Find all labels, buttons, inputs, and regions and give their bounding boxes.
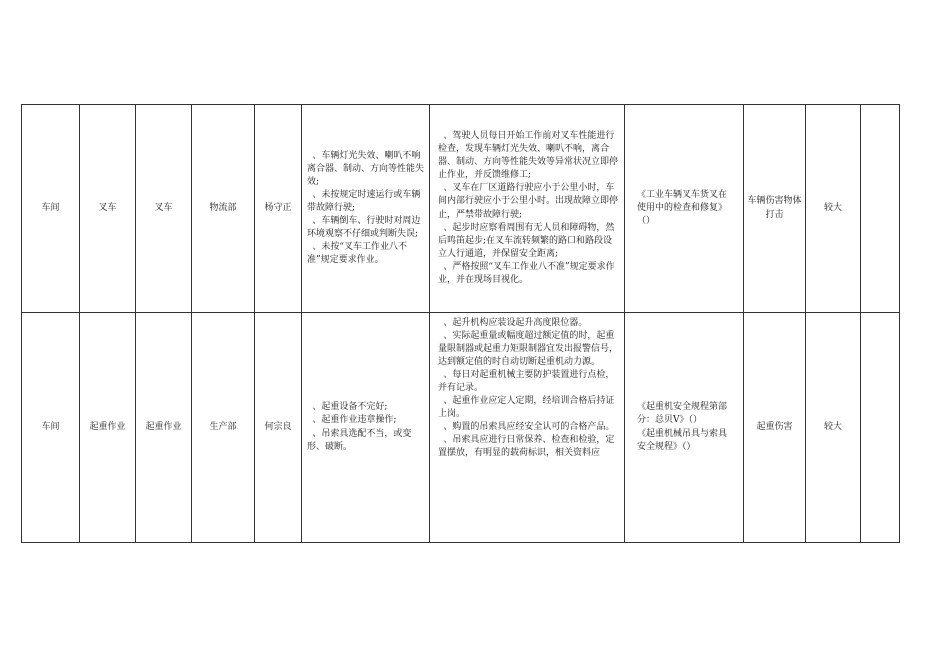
remark-cell [861, 105, 900, 313]
measure-item: 、叉车在厂区道路行驶应小于公里小时，车间内部行驶应小于公里小时。出现故障立即停止，严禁带故障行驶; [438, 183, 619, 220]
hazard-item: 、车辆灯光失效、喇叭不响离合器、制动、方向等性能失效; [307, 150, 425, 187]
measure-item: 、购置的吊索具应经安全认可的合格产品。 [443, 422, 615, 433]
hazard-item: 、未按规定时速运行或车辆带故障行驶; [307, 189, 421, 213]
risk-level-cell: 较大 [806, 313, 861, 543]
measures-cell [430, 313, 625, 543]
person-cell: 何宗良 [255, 313, 302, 543]
measure-item: 、驾驶人员每日开始工作前对叉车性能进行检查，发现车辆灯光失效、喇叭不响，离合器、制动、方向等性能失效等异常状况立即停止作业，并反馈维修工; [438, 131, 619, 181]
activity-cell: 叉车 [136, 105, 192, 313]
risk-assessment-table [21, 104, 900, 543]
location-cell: 车间 [22, 313, 80, 543]
standards-cell [625, 105, 744, 313]
measure-item: 、起步时应察看周围有无人员和障碍物，然后鸣笛起步;在叉车流转频繁的路口和路段设立人行通道，并保留安全距离; [438, 222, 615, 259]
hazard-item: 、起重设备不完好; [312, 402, 388, 413]
hazards-cell [302, 105, 430, 313]
hazard-item: 、车辆倒车、行驶时对周边环境观察不仔细或判断失误; [307, 216, 421, 240]
standard-item: 《工业车辆叉车货叉在使用中的检查和修复》 [637, 189, 728, 213]
equipment-cell: 叉车 [80, 105, 136, 313]
hazard-item: 、起重作业违章操作; [312, 415, 397, 426]
measure-item: 、起重作业应定人定期，经培训合格后持证上岗。 [438, 396, 615, 420]
department-cell: 物流部 [192, 105, 255, 313]
measure-item: 、严格按照“叉车工作业八不准”规定要求作业，并在现场目视化。 [438, 261, 615, 285]
equipment-cell: 起重作业 [80, 313, 136, 543]
remark-cell [861, 313, 900, 543]
standard-item: 《起重机械吊具与索具安全规程》（） [637, 428, 728, 452]
hazard-item: 、未按“叉车工作业八不准”规定要求作业。 [307, 242, 407, 266]
department-cell: 生产部 [192, 313, 255, 543]
measures-cell [430, 105, 625, 313]
measure-item: 、吊索具应进行日常保养、检查和检验，定置摆放，有明显的载荷标识，相关资料应 [438, 435, 615, 459]
consequence-cell: 起重伤害 [744, 313, 806, 543]
standard-item: （） [637, 216, 656, 227]
table-row [22, 105, 900, 313]
table-row [22, 313, 900, 543]
measure-item: 、每日对起重机械主要防护装置进行点检，并有记录。 [438, 370, 615, 394]
activity-cell: 起重作业 [136, 313, 192, 543]
measure-item: 、实际起重量或幅度超过额定值的时，起重量限制器或起重力矩限制器宜发出报警信号，达到额定值的时自动切断起重机动力源。 [438, 331, 619, 368]
consequence-cell: 车辆伤害物体打击 [744, 105, 806, 313]
location-cell: 车间 [22, 105, 80, 313]
standard-item: 《起重机安全规程第部分：总贝V》（） [637, 402, 728, 426]
hazards-cell [302, 313, 430, 543]
person-cell: 杨守正 [255, 105, 302, 313]
risk-level-cell: 较大 [806, 105, 861, 313]
measure-item: 、起升机构应装设起升高度限位器。 [443, 318, 588, 328]
hazard-item: 、吊索具选配不当，或变形、破断。 [307, 428, 412, 452]
standards-cell [625, 313, 744, 543]
